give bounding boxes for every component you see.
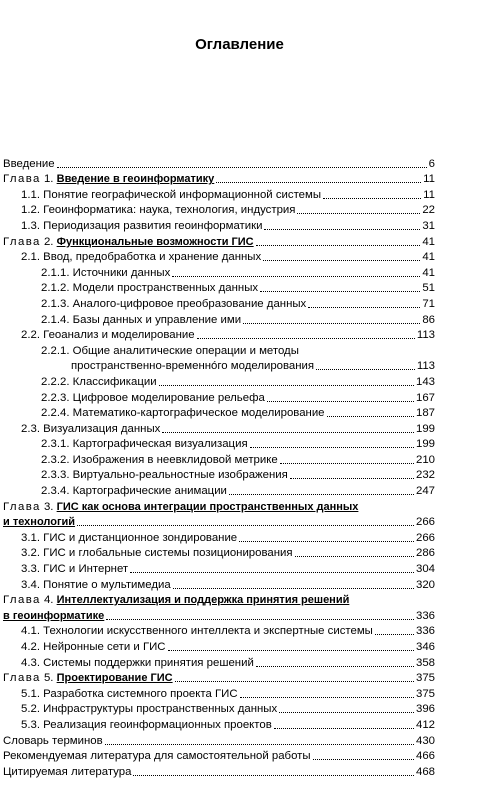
toc-entry-title	[3, 235, 254, 250]
page-number: 304	[415, 563, 435, 576]
section-number: 3.3.	[21, 563, 40, 576]
chapter-number: 5.	[43, 672, 54, 685]
dot-leader	[168, 650, 414, 651]
chapter-title-continued: в геоинформатике	[3, 609, 105, 622]
toc-section	[3, 639, 435, 655]
dot-leader	[308, 307, 420, 308]
section-title: ГИС и Интернет	[43, 563, 129, 576]
toc-entry-title	[21, 624, 373, 639]
chapter-title-continued: и технологий	[3, 516, 76, 529]
page-number: 71	[422, 297, 435, 310]
toc-section	[3, 312, 435, 328]
section-number: 4.1.	[21, 625, 40, 638]
section-number: 1.1.	[21, 188, 40, 201]
page-number: 6	[428, 157, 435, 170]
page-number: 336	[415, 625, 435, 638]
toc-entry	[3, 156, 435, 172]
section-number: 2.3.4.	[41, 485, 70, 498]
section-title: Понятие географической информационной системы	[43, 188, 322, 201]
toc-section	[3, 561, 435, 577]
dot-leader	[77, 525, 414, 526]
dot-leader	[264, 229, 420, 230]
toc-entry-title	[41, 266, 170, 281]
section-title: ГИС и глобальные системы позиционирования	[43, 547, 293, 560]
section-number: 2.1.3.	[41, 297, 70, 310]
chapter-title: Функциональные возможности ГИС	[56, 235, 254, 248]
page-number: 199	[415, 422, 435, 435]
section-title-continued: пространственно-временнóго моделирования	[71, 360, 315, 373]
dot-leader	[256, 666, 414, 667]
dot-leader	[175, 681, 414, 682]
section-number: 2.2.4.	[41, 407, 70, 420]
toc-entry-title	[41, 406, 325, 421]
toc-entry-title	[21, 328, 195, 343]
page-number: 266	[415, 516, 435, 529]
section-title: Цифровое моделирование рельефа	[72, 391, 265, 404]
toc-entry-line-1	[3, 593, 435, 609]
section-title: Системы поддержки принятия решений	[43, 656, 254, 669]
section-title: Изображения в неевклидовой метрике	[72, 453, 278, 466]
toc-entry-line-2	[3, 515, 435, 531]
toc-entry-title	[3, 671, 173, 686]
dot-leader	[290, 478, 414, 479]
section-title: Реализация геоинформационных проектов	[43, 718, 272, 731]
page-number: 22	[422, 204, 435, 217]
toc-entry-title	[21, 562, 128, 577]
page-number: 358	[415, 656, 435, 669]
page-number: 41	[422, 251, 435, 264]
toc-entry-title	[3, 172, 214, 187]
toc-entry-line-1	[3, 499, 435, 515]
toc-chapter	[3, 671, 435, 687]
toc-entry-title	[41, 391, 265, 406]
dot-leader	[375, 634, 414, 635]
page-number: 320	[415, 578, 435, 591]
toc-section	[3, 281, 435, 297]
page-number: 11	[423, 188, 435, 201]
page-number: 336	[415, 609, 435, 622]
section-number: 2.3.	[21, 422, 40, 435]
page-title: Оглавление	[195, 36, 284, 53]
toc-section	[3, 530, 435, 546]
dot-leader	[313, 759, 414, 760]
dot-leader	[256, 245, 421, 246]
dot-leader	[239, 541, 414, 542]
toc-entry-line-1	[3, 343, 435, 359]
toc-section	[3, 624, 435, 640]
chapter-label: Глава	[3, 235, 41, 248]
toc-entry-title	[41, 375, 157, 390]
toc-section	[3, 265, 435, 281]
toc-section	[3, 374, 435, 390]
page-number: 375	[415, 687, 435, 700]
toc-section	[3, 717, 435, 733]
section-number: 4.3.	[21, 656, 40, 669]
toc-section	[3, 686, 435, 702]
toc-entry-title	[3, 500, 358, 515]
chapter-title: ГИС как основа интеграции пространственных данных	[56, 500, 359, 513]
chapter-label: Глава	[3, 173, 41, 186]
dot-leader	[243, 323, 420, 324]
toc-section	[3, 702, 435, 718]
toc-section	[3, 328, 435, 344]
toc-entry-title	[41, 297, 306, 312]
dot-leader	[274, 728, 414, 729]
page-number: 143	[415, 375, 435, 388]
toc-entry-title	[41, 313, 241, 328]
page-number: 11	[423, 173, 435, 186]
chapter-title: Введение в геоинформатику	[56, 173, 215, 186]
dot-leader	[172, 276, 420, 277]
page-number: 466	[415, 750, 435, 763]
chapter-number: 2.	[43, 235, 54, 248]
toc-section	[3, 546, 435, 562]
page-number: 266	[415, 531, 435, 544]
toc-section	[3, 296, 435, 312]
toc-entry-title	[21, 422, 160, 437]
table-of-contents	[3, 156, 435, 780]
page-number: 51	[422, 282, 435, 295]
section-number: 2.1.1.	[41, 266, 70, 279]
dot-leader	[133, 775, 414, 776]
toc-chapter	[3, 172, 435, 188]
page-number: 86	[422, 313, 435, 326]
toc-entry-title	[21, 578, 171, 593]
section-title: Общие аналитические операции и методы	[72, 344, 299, 357]
toc-entry-title	[21, 250, 261, 265]
toc-section	[3, 218, 435, 234]
page-number: 41	[422, 266, 435, 279]
entry-title: Словарь терминов	[3, 734, 103, 747]
section-number: 3.2.	[21, 547, 40, 560]
dot-leader	[173, 588, 414, 589]
page-number: 210	[415, 453, 435, 466]
toc-entry-title	[21, 687, 238, 702]
toc-entry-title	[41, 344, 299, 359]
dot-leader	[260, 291, 420, 292]
section-title: Аналого-цифровое преобразование данных	[72, 297, 307, 310]
section-number: 2.2.2.	[41, 375, 70, 388]
section-number: 2.1.	[21, 251, 40, 264]
section-number: 2.3.2.	[41, 453, 70, 466]
section-title: Нейронные сети и ГИС	[43, 641, 166, 653]
toc-section	[3, 452, 435, 468]
dot-leader	[327, 416, 414, 417]
page-number: 412	[415, 718, 435, 731]
section-title: ГИС и дистанционное зондирование	[43, 531, 238, 544]
section-number: 5.1.	[21, 687, 40, 700]
page-number: 199	[415, 438, 435, 451]
section-title: Геоанализ и моделирование	[43, 329, 195, 342]
dot-leader	[279, 712, 414, 713]
section-number: 2.3.1.	[41, 438, 70, 451]
toc-entry-title	[21, 203, 295, 218]
section-title: Разработка системного проекта ГИС	[43, 687, 238, 700]
page-number: 346	[415, 641, 435, 653]
section-number: 3.4.	[21, 578, 40, 591]
toc-section	[3, 468, 435, 484]
toc-entry-title	[41, 468, 288, 483]
toc-section	[3, 437, 435, 453]
entry-title: Введение	[3, 157, 55, 170]
toc-entry-title	[3, 157, 55, 172]
section-title: Технологии искусственного интеллекта и экспертные системы	[43, 625, 373, 638]
section-number: 3.1.	[21, 531, 40, 544]
chapter-title: Проектирование ГИС	[56, 672, 173, 685]
dot-leader	[216, 182, 421, 183]
section-number: 1.3.	[21, 219, 40, 232]
toc-entry	[3, 749, 435, 765]
toc-entry-title	[21, 656, 254, 671]
toc-section	[3, 390, 435, 406]
dot-leader	[297, 213, 420, 214]
dot-leader	[316, 369, 415, 370]
dot-leader	[263, 260, 420, 261]
chapter-number: 3.	[43, 500, 54, 513]
toc-entry-title	[41, 281, 258, 296]
page-number: 113	[416, 360, 435, 373]
section-number: 5.3.	[21, 718, 40, 731]
chapter-label: Глава	[3, 594, 41, 607]
section-title: Периодизация развития геоинформатики	[43, 219, 263, 232]
dot-leader	[323, 198, 421, 199]
toc-section	[3, 203, 435, 219]
section-number: 1.2.	[21, 204, 40, 217]
page-number: 430	[415, 734, 435, 747]
section-title: Модели пространственных данных	[72, 282, 259, 295]
page-number: 41	[422, 235, 435, 248]
toc-chapter	[3, 234, 435, 250]
toc-section	[3, 577, 435, 593]
toc-entry-title	[21, 188, 321, 203]
page-number: 375	[415, 672, 435, 685]
toc-entry-title	[3, 734, 103, 749]
toc-section	[3, 250, 435, 266]
page-number: 167	[415, 391, 435, 404]
toc-entry-title	[21, 546, 293, 561]
toc-section	[3, 483, 435, 499]
toc-entry	[3, 764, 435, 780]
toc-entry-title	[21, 718, 272, 733]
dot-leader	[159, 385, 414, 386]
page-number: 396	[415, 703, 435, 716]
section-title: Ввод, предобработка и хранение данных	[43, 251, 262, 264]
dot-leader	[280, 463, 414, 464]
toc-entry-title	[41, 453, 278, 468]
dot-leader	[105, 744, 414, 745]
dot-leader	[240, 697, 414, 698]
toc-entry-title	[21, 702, 277, 717]
dot-leader	[130, 572, 414, 573]
page-number: 247	[415, 485, 435, 498]
section-title: Картографические анимации	[72, 485, 227, 498]
section-number: 4.2.	[21, 641, 40, 653]
chapter-number: 1.	[43, 173, 54, 186]
dot-leader	[162, 432, 414, 433]
section-title: Источники данных	[72, 266, 171, 279]
toc-entry-title	[3, 593, 349, 608]
toc-section	[3, 655, 435, 671]
section-number: 2.2.1.	[41, 344, 70, 357]
section-number: 5.2.	[21, 703, 40, 716]
section-title: Классификации	[72, 375, 157, 388]
dot-leader	[229, 494, 414, 495]
section-number: 2.1.4.	[41, 313, 70, 326]
toc-entry-title	[41, 484, 227, 499]
toc-entry-title	[3, 749, 311, 764]
toc-section	[3, 187, 435, 203]
chapter-label: Глава	[3, 672, 41, 685]
chapter-number: 4.	[43, 594, 54, 607]
page-number: 286	[415, 547, 435, 560]
toc-entry-title	[21, 640, 166, 655]
toc-entry-title	[21, 531, 237, 546]
section-title: Визуализация данных	[43, 422, 161, 435]
page-number: 468	[415, 765, 435, 778]
dot-leader	[295, 556, 414, 557]
section-title: Виртуально-реальностные изображения	[72, 469, 288, 482]
toc-entry-title	[41, 437, 248, 452]
page-number: 113	[416, 329, 435, 342]
section-title: Понятие о мультимедиа	[43, 578, 171, 591]
section-number: 2.1.2.	[41, 282, 70, 295]
page-number: 232	[415, 469, 435, 482]
toc-entry-line-2	[3, 359, 435, 375]
section-number: 2.3.3.	[41, 469, 70, 482]
dot-leader	[267, 401, 414, 402]
section-title: Базы данных и управление ими	[72, 313, 242, 326]
page-number: 31	[422, 219, 435, 232]
dot-leader	[250, 447, 414, 448]
toc-section	[3, 406, 435, 422]
section-title: Геоинформатика: наука, технология, индустрия	[43, 204, 296, 217]
toc-entry	[3, 733, 435, 749]
section-title: Математико-картографическое моделирование	[72, 407, 325, 420]
toc-section	[3, 421, 435, 437]
entry-title: Цитируемая литература	[3, 765, 132, 778]
toc-entry-title	[3, 765, 131, 780]
chapter-label: Глава	[3, 500, 41, 513]
page-number: 187	[415, 407, 435, 420]
toc-entry-line-2	[3, 608, 435, 624]
section-title: Картографическая визуализация	[72, 438, 248, 451]
dot-leader	[57, 167, 427, 168]
chapter-title: Интеллектуализация и поддержка принятия решений	[56, 594, 350, 607]
entry-title: Рекомендуемая литература для самостоятельной работы	[3, 750, 311, 763]
section-number: 2.2.3.	[41, 391, 70, 404]
dot-leader	[106, 619, 414, 620]
toc-entry-title	[21, 219, 262, 234]
section-title: Инфраструктуры пространственных данных	[43, 703, 278, 716]
dot-leader	[197, 338, 415, 339]
section-number: 2.2.	[21, 329, 40, 342]
